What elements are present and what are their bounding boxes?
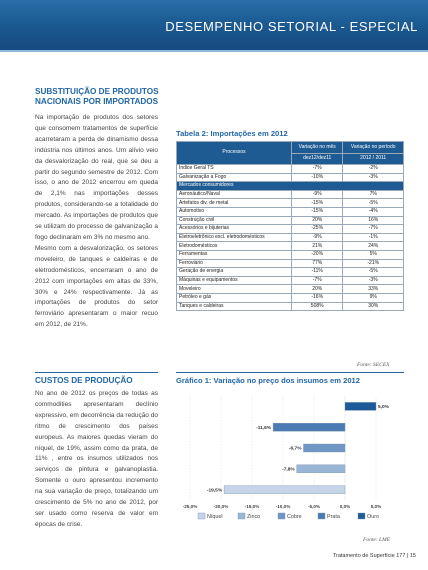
table-cell-mes: -9% <box>292 233 343 242</box>
section1-paragraph-2: Mesmo com a desvalorização, os setores moveleiro, de tanques e caldeiras e de eletrodomésticos, encerraram o ano de 2012 com importações em altas de 33%, 30% e 24% respectivamente. Já as importações de produtos do setor ferroviário apresentaram o maior recuo em 2012, de 21%. <box>35 244 158 329</box>
table-cell-label: Geração de energia <box>177 268 292 277</box>
chart-legend-label: Níquel <box>207 514 223 520</box>
table-row <box>177 242 404 251</box>
page-footer: Tratamento de Superfície 177 | 15 <box>332 553 416 559</box>
table-cell-label: Ferroviário <box>177 259 292 268</box>
table-cell-periodo: 16% <box>343 216 404 225</box>
table-cell-periodo: 24% <box>343 242 404 251</box>
chart-tick-label: -20,0% <box>213 504 229 509</box>
table-cell-mes: -7% <box>292 276 343 285</box>
table-row <box>177 225 404 234</box>
table-subheader-periodo: 2012 / 2011 <box>343 153 404 165</box>
table-cell-mes: -10% <box>292 173 343 182</box>
chart-bar-ouro <box>345 402 376 410</box>
section-divider-right <box>176 372 404 373</box>
table-cell-periodo: 7% <box>343 190 404 199</box>
chart-tick-label: 0,0% <box>339 504 351 509</box>
chart-data-label: -6,7% <box>288 446 302 452</box>
table-cell-mes: 21% <box>292 242 343 251</box>
chart-legend-swatch <box>238 513 245 519</box>
chart-tick-label: -25,0% <box>182 504 198 509</box>
chart-bar-cobre <box>303 444 345 452</box>
table-cell-mes: -20% <box>292 250 343 259</box>
section1-paragraph-1: Na importação de produtos dos setores que consomem tratamentos de superfície acarretaram a perda de dinamismo dessa indústria nos últimos anos. Um alívio veio da desvalorização do real, que se deu a partir do segundo semestre de 2012. Com isso, o ano de 2012 encerrou em queda de 2,1% nas importações desses produtos, considerando-se a totalidade do mercado. As importações de produtos que se utilizam do processo de galvanização a fogo declinaram em 3% no mesmo ano. <box>35 114 158 241</box>
table-cell-label: Petróleo e gás <box>177 293 292 302</box>
header-stripe <box>0 50 428 52</box>
table-cell-periodo: -1% <box>343 233 404 242</box>
table-row <box>177 293 404 302</box>
table-row <box>177 259 404 268</box>
table-cell-mes: -25% <box>292 225 343 234</box>
section2-title: CUSTOS DE PRODUÇÃO <box>35 376 133 385</box>
chart-tick-label: 5,0% <box>370 504 382 509</box>
table-row <box>177 302 404 311</box>
table-cell-label: Índice Geral TS <box>177 165 292 174</box>
section1-title-line1: SUBSTITUIÇÃO DE PRODUTOS <box>35 87 159 96</box>
table-cell-label: Artefatos div. de metal <box>177 199 292 208</box>
table-header-processos: Processos <box>177 142 292 165</box>
header-title: DESEMPENHO SETORIAL - ESPECIAL <box>165 19 418 34</box>
table-cell-label: Moveleiro <box>177 285 292 294</box>
imports-table <box>176 141 404 311</box>
table-cell-mes: -16% <box>292 293 343 302</box>
chart-tick-label: -10,0% <box>275 504 291 509</box>
chart-data-label: -11,6% <box>256 425 272 431</box>
table-cell-label: Construção civil <box>177 216 292 225</box>
chart-legend-swatch <box>318 513 325 519</box>
table-cell-periodo: -2% <box>343 165 404 174</box>
section-divider-left <box>35 372 158 373</box>
table-source: Fonte: SECEX <box>357 362 390 368</box>
table-row <box>177 216 404 225</box>
table-cell-mes: -15% <box>292 199 343 208</box>
table-row <box>177 276 404 285</box>
table-cell-label: Acessórios e bijuterias <box>177 225 292 234</box>
table-row <box>177 285 404 294</box>
table-cell-periodo: -21% <box>343 259 404 268</box>
section1-title <box>35 87 159 107</box>
table-row <box>177 165 404 174</box>
table-cell-label: Máquinas e equipamentos <box>177 276 292 285</box>
chart-tick-label: -5,0% <box>307 504 321 509</box>
chart-legend-swatch <box>278 513 285 519</box>
table-cell-label: Eletroeletrônico excl. eletrodomésticos <box>177 233 292 242</box>
table-header-variacao-periodo: Variação no período <box>343 142 404 154</box>
chart-tick-label: -15,0% <box>244 504 260 509</box>
table-row <box>177 268 404 277</box>
chart-legend-swatch <box>198 513 205 519</box>
table-cell-periodo: 30% <box>343 302 404 311</box>
chart-legend-label: Cobre <box>287 514 302 520</box>
table-cell-mes: -15% <box>292 207 343 216</box>
chart-data-label: -7,8% <box>282 467 295 473</box>
table-row <box>177 173 404 182</box>
table-cell-periodo: 5% <box>343 250 404 259</box>
table-cell-mes: -7% <box>292 165 343 174</box>
table-row <box>177 233 404 242</box>
table-cell-mes: -11% <box>292 268 343 277</box>
table-header-variacao-mes: Variação no mês <box>292 142 343 154</box>
table-cell-label: Eletrodomésticos <box>177 242 292 251</box>
table-band-row <box>177 182 404 191</box>
section2-body <box>35 389 158 531</box>
table-cell-mes: 20% <box>292 285 343 294</box>
table-cell-periodo: -3% <box>343 276 404 285</box>
table-cell-label: Tanques e caldeiras <box>177 302 292 311</box>
chart-legend-swatch <box>358 513 365 519</box>
chart-source: Fonte: LME <box>363 537 391 543</box>
table-title: Tabela 2: Importações em 2012 <box>176 129 288 138</box>
table-cell-periodo: -3% <box>343 173 404 182</box>
table-cell-mes: -9% <box>292 190 343 199</box>
section2-paragraph: No ano de 2012 os preços de todas as commodities apresentaram declínio expressivo, em decorrência da redução do ritmo de crescimento dos países europeus. As maiores quedas vieram do níquel, de 19%, assim como da prata, de 11% , entre os insumos utilizados nos serviços de pintura e galvanoplastia. Somente o ouro apresentou incremento na sua variação de preço, totalizando um crescimento de 5% no ano de 2012, por ser usado como reserva de valor em épocas de crise. <box>35 390 158 528</box>
table-band-label: Mercados consumidores <box>177 182 404 191</box>
table-cell-periodo: 9% <box>343 293 404 302</box>
table-cell-label: Aeronáutico/Naval <box>177 190 292 199</box>
table-cell-mes: 20% <box>292 216 343 225</box>
chart-bar-zinco <box>297 465 345 473</box>
table-row <box>177 250 404 259</box>
table-cell-mes: 77% <box>292 259 343 268</box>
table-cell-label: Automotivo <box>177 207 292 216</box>
chart-bar-prata <box>273 423 345 431</box>
chart-data-label: 5,0% <box>378 405 389 411</box>
table-cell-periodo: -5% <box>343 199 404 208</box>
table-cell-label: Galvanização a Fogo <box>177 173 292 182</box>
chart-title: Gráfico 1: Variação no preço dos insumos em 2012 <box>176 376 361 385</box>
table-row <box>177 207 404 216</box>
chart-legend-label: Ouro <box>367 514 379 520</box>
table-row <box>177 190 404 199</box>
table-cell-periodo: -7% <box>343 225 404 234</box>
table-subheader-mes: dez12/dez11 <box>292 153 343 165</box>
chart-legend-label: Prata <box>327 514 340 520</box>
table-cell-mes: 508% <box>292 302 343 311</box>
table-cell-periodo: -5% <box>343 268 404 277</box>
table-cell-label: Ferramentas <box>177 250 292 259</box>
chart-data-label: -19,5% <box>206 488 223 494</box>
section1-title-line2: NACIONAIS POR IMPORTADOS <box>35 97 159 106</box>
table-row <box>177 199 404 208</box>
chart-bar-níquel <box>224 486 345 494</box>
table-cell-periodo: 33% <box>343 285 404 294</box>
chart-legend-label: Zinco <box>247 514 261 520</box>
price-variation-chart <box>176 388 404 538</box>
table-cell-periodo: -4% <box>343 207 404 216</box>
section1-body <box>35 113 158 331</box>
